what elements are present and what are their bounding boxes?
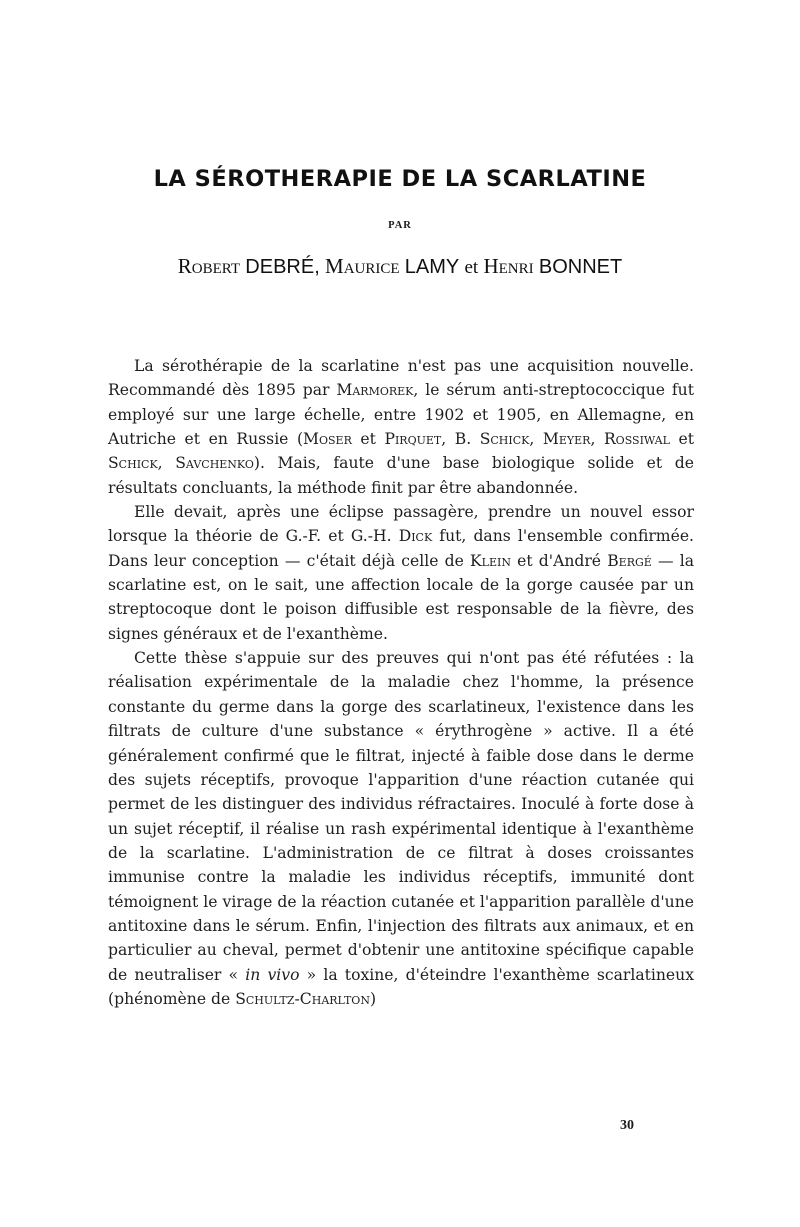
text-run: La sérothérapie de la scarlatine n'est pas une acquisition nouvelle. Recommandé dès 1895 par: [108, 357, 694, 400]
author-3-first-name: Henri: [483, 254, 534, 278]
text-run: et: [351, 430, 385, 449]
author-name-dick: Dick: [398, 527, 433, 546]
italic-term: in vivo: [245, 965, 300, 984]
authors-conjunction: et: [464, 257, 479, 278]
author-name-pirquet: Pirquet: [384, 430, 442, 449]
text-run: , B.: [441, 430, 480, 449]
author-3-last-name: BONNET: [538, 256, 623, 278]
author-name-berge: Bergé: [607, 551, 652, 570]
author-name-schick: Schick: [108, 454, 158, 473]
author-name-klein: Klein: [470, 551, 511, 570]
authors-line: [0, 254, 800, 279]
text-run: Cette thèse s'appuie sur des preuves qui n'ont pas été réfutées : la réalisation expérimentale de la maladie chez l'homme, la présence constante du germe dans la gorge des scarlatineux, l'existence dans les filtrats de culture d'une substance « érythrogène » active. Il a été généralement confirmé que le filtrat, injecté à faible dose dans le derme des sujets réceptifs, provoque l'apparition d'une réaction cutanée qui permet de les distinguer des individus réfractaires. Inoculé à forte dose à un sujet réceptif, il réalise un rash expérimental identique à l'exanthème de la scarlatine. L'administration de ce filtrat à doses croissantes immunise contre la maladie les individus réceptifs, immunité dont témoignent le virage de la réaction cutanée et l'apparition parallèle d'une antitoxine dans le sérum. Enfin, l'injection des filtrats aux animaux, et en particulier au cheval, permet d'obtenir une antitoxine spécifique capable de neutraliser «: [108, 649, 694, 984]
paragraph-3: [108, 646, 694, 1011]
text-run: Elle devait, après une éclipse passagère, prendre un nouvel essor lorsque la théorie de G.-F. et G.-H.: [108, 503, 694, 546]
text-run: fut, dans l'ensemble confirmée. Dans leur conception — c'était déjà celle de: [108, 527, 695, 570]
text-run: ,: [529, 430, 543, 449]
author-name-rossiwal: Rossiwal: [603, 430, 670, 449]
author-name-marmorek: Marmorek: [336, 381, 414, 400]
author-name-meyer: Meyer: [542, 430, 591, 449]
paragraph-1: [108, 354, 694, 500]
author-name-schultz-charlton: Schultz-Charlton: [235, 989, 370, 1008]
article-body: [108, 354, 694, 1011]
author-1-first-name: Robert: [177, 254, 241, 278]
author-2-last-name: LAMY: [404, 256, 460, 278]
author-1-last-name: DEBRÉ,: [245, 256, 320, 278]
article-title: LA SÉROTHERAPIE DE LA SCARLATINE: [153, 166, 647, 192]
paragraph-2: [108, 500, 694, 646]
text-run: ): [369, 989, 377, 1008]
text-run: ,: [590, 430, 604, 449]
author-2-first-name: Maurice: [325, 254, 400, 278]
page-number: 30: [620, 1118, 634, 1133]
text-run: — la scarlatine est, on le sait, une affection locale de la gorge causée par un streptocoque dont le poison diffusible est responsable de la fièvre, des signes généraux et de l'exanthème.: [108, 551, 694, 643]
text-run: ,: [157, 454, 176, 473]
text-run: et: [669, 430, 694, 449]
text-run: , le sérum anti-streptococcique fut employé sur une large échelle, entre 1902 et 1905, en Allemagne, en Autriche et en Russie (: [108, 381, 694, 449]
author-name-schick: Schick: [479, 430, 530, 449]
author-name-savchenko: Savchenko: [175, 454, 254, 473]
par-label: PAR: [388, 220, 412, 231]
text-run: ). Mais, faute d'une base biologique solide et de résultats concluants, la méthode finit par être abandonnée.: [108, 454, 694, 497]
text-run: » la toxine, d'éteindre l'exanthème scarlatineux (phénomène de: [108, 965, 694, 1008]
text-run: et d'André: [510, 551, 608, 570]
author-name-moser: Moser: [303, 430, 352, 449]
